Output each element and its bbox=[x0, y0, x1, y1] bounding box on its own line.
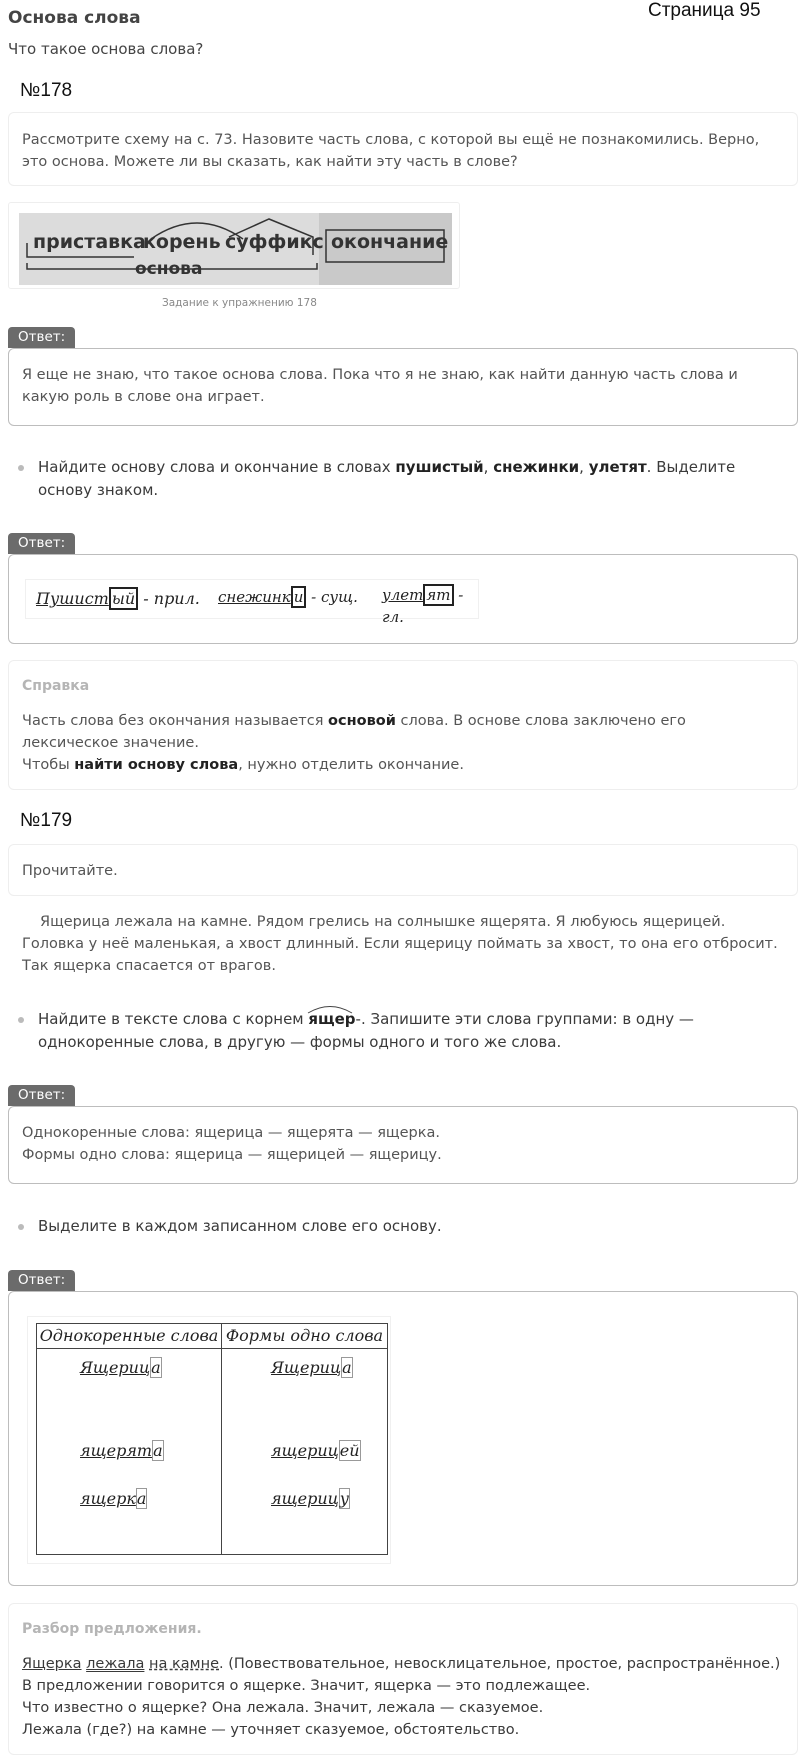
root-text: ящер bbox=[308, 1010, 356, 1028]
part-of-speech-note: - прил. bbox=[143, 589, 200, 608]
word-snezhinki: снежинки bbox=[493, 458, 580, 476]
table-word bbox=[80, 1488, 220, 1510]
word-ending: а bbox=[153, 1441, 163, 1461]
table-word bbox=[80, 1357, 220, 1379]
analysis-title: Разбор предложения. bbox=[22, 1621, 202, 1637]
bullet-text-end: . Выделите основу знаком. bbox=[38, 458, 736, 499]
scheme-stem-label: основа bbox=[135, 259, 203, 279]
root-arc bbox=[306, 1004, 354, 1014]
answer-card-179-2 bbox=[8, 1291, 798, 1586]
bullet-dot bbox=[18, 465, 24, 471]
analysis-card bbox=[8, 1603, 798, 1755]
word-stem: ящериц bbox=[271, 1441, 339, 1461]
answer-table bbox=[36, 1323, 388, 1555]
handwriting-image bbox=[25, 579, 479, 626]
answer-label: Ответ: bbox=[8, 1270, 75, 1291]
bullet-text: Найдите основу слова и окончание в словах bbox=[38, 458, 396, 476]
word-stem: Пушист bbox=[36, 589, 109, 608]
table-word bbox=[271, 1440, 386, 1462]
handwritten-word bbox=[36, 588, 200, 610]
answer-label: Ответ: bbox=[8, 1085, 75, 1106]
word-ending: ят bbox=[423, 584, 453, 606]
task-bullet-179-2 bbox=[8, 1215, 788, 1238]
word-pushistyy: пушистый bbox=[395, 458, 484, 476]
table-cell bbox=[37, 1480, 222, 1555]
table-image bbox=[27, 1316, 391, 1564]
table-cell bbox=[37, 1423, 222, 1480]
word-ending: у bbox=[339, 1488, 350, 1508]
word-ending: ый bbox=[109, 587, 138, 610]
word-stem: улет bbox=[382, 586, 424, 604]
reference-text: , нужно отделить окончание. bbox=[238, 757, 464, 773]
table-word bbox=[80, 1440, 220, 1462]
answer-card-179-1 bbox=[8, 1106, 798, 1184]
word-stem: ящерят bbox=[80, 1441, 153, 1461]
part-of-speech-note: - сущ. bbox=[311, 588, 358, 606]
answer-card-178-1 bbox=[8, 348, 798, 426]
figure-caption: Задание к упражнению 178 bbox=[162, 297, 317, 309]
table-cell bbox=[222, 1423, 388, 1480]
table-word bbox=[271, 1357, 386, 1379]
answer-line-2: Формы одно слова: ящерица — ящерицей — ящерицу. bbox=[22, 1147, 442, 1163]
predicate: лежала bbox=[86, 1656, 145, 1672]
reference-line-2 bbox=[22, 754, 784, 776]
answer-label: Ответ: bbox=[8, 533, 75, 554]
answer-card-178-2 bbox=[8, 554, 798, 644]
adverbial: на камне bbox=[149, 1656, 219, 1672]
part-of-speech-note: - гл. bbox=[382, 586, 464, 626]
analysis-line-2: В предложении говорится о ящерке. Значит, ящерка — это подлежащее. bbox=[22, 1678, 591, 1694]
reference-line-1 bbox=[22, 710, 784, 754]
bullet-text-end: -. Запишите эти слова группами: в одну — однокоренные слова, в другую — формы одного и того же слова. bbox=[38, 1010, 694, 1051]
separator: , bbox=[579, 458, 589, 476]
word-stem: ящерк bbox=[80, 1488, 136, 1508]
bullet-text: Выделите в каждом записанном слове его основу. bbox=[38, 1217, 442, 1235]
subject: Ящерка bbox=[22, 1656, 82, 1672]
task-bullet-179-1 bbox=[8, 1008, 788, 1054]
word-stem: Ящериц bbox=[271, 1358, 342, 1377]
reading-text: Ящерица лежала на камне. Рядом грелись на солнышке ящерята. Я любуюсь ящерицей. Головка у неё маленькая, а хвост длинный. Если ящерицу поймать за хвост, то она его отбросит. Так ящерка спасается от врагов. bbox=[22, 914, 778, 974]
reference-text: слова. В основе слова заключено его лексическое значение. bbox=[22, 713, 686, 751]
reference-bold: основой bbox=[328, 713, 396, 729]
analysis-sentence bbox=[22, 1653, 784, 1675]
word-ending: и bbox=[291, 586, 307, 608]
scheme-prefix-label: приставка bbox=[33, 231, 146, 253]
page-title: Основа слова bbox=[8, 8, 141, 28]
exercise-number-178: №178 bbox=[20, 80, 73, 101]
reference-card bbox=[8, 660, 798, 790]
table-cell bbox=[222, 1349, 388, 1424]
page-number: Страница 95 bbox=[648, 0, 761, 21]
task-text-178: Рассмотрите схему на с. 73. Назовите часть слова, с которой вы ещё не познакомились. Верно, это основа. Можете ли вы сказать, как найти эту часть в слове? bbox=[22, 132, 760, 170]
task-bullet-178 bbox=[8, 456, 788, 502]
word-stem: Ящериц bbox=[80, 1358, 151, 1377]
exercise-number-179: №179 bbox=[20, 810, 73, 831]
answer-text: Я еще не знаю, что такое основа слова. Пока что я не знаю, как найти данную часть слова и какую роль в слове она играет. bbox=[22, 367, 738, 405]
separator: , bbox=[483, 458, 494, 476]
word-ending: а bbox=[342, 1358, 352, 1377]
task-text-179: Прочитайте. bbox=[22, 863, 118, 879]
scheme-ending-label: окончание bbox=[331, 231, 449, 253]
word-stem: ящериц bbox=[271, 1488, 339, 1508]
word-ending: а bbox=[136, 1488, 147, 1508]
scheme-root-label: корень bbox=[143, 231, 221, 253]
handwritten-word bbox=[382, 584, 478, 628]
table-cell bbox=[37, 1349, 222, 1424]
root-marked bbox=[308, 1010, 355, 1028]
bullet-text: Найдите в тексте слова с корнем bbox=[38, 1010, 309, 1028]
answer-label: Ответ: bbox=[8, 327, 75, 348]
analysis-line-4: Лежала (где?) на камне — уточняет сказуемое, обстоятельство. bbox=[22, 1722, 520, 1738]
sentence-description: . (Повествовательное, невосклицательное, простое, распространённое.) bbox=[219, 1656, 781, 1672]
handwritten-word bbox=[218, 586, 358, 608]
word-uletyat: улетят bbox=[588, 458, 647, 476]
bullet-dot bbox=[18, 1017, 24, 1023]
answer-line-1: Однокоренные слова: ящерица — ящерята — ящерка. bbox=[22, 1125, 440, 1141]
word-stem: снежинк bbox=[218, 588, 291, 606]
reference-text: Чтобы bbox=[22, 757, 75, 773]
reference-bold: найти основу слова bbox=[74, 757, 239, 773]
table-word bbox=[271, 1488, 386, 1510]
table-header-col2: Формы одно слова bbox=[222, 1324, 388, 1349]
word-scheme-figure bbox=[8, 202, 460, 289]
page-subtitle: Что такое основа слова? bbox=[8, 40, 204, 58]
bullet-dot bbox=[18, 1224, 24, 1230]
reference-title: Справка bbox=[22, 678, 90, 694]
task-card-179 bbox=[8, 844, 798, 896]
task-card-178 bbox=[8, 112, 798, 186]
scheme-suffix-label: суффикс bbox=[225, 231, 324, 253]
table-header-col1: Однокоренные слова bbox=[37, 1324, 222, 1349]
table-cell bbox=[222, 1480, 388, 1555]
word-ending: а bbox=[151, 1358, 161, 1377]
reference-text: Часть слова без окончания называется bbox=[22, 713, 329, 729]
word-ending: ей bbox=[339, 1441, 360, 1461]
analysis-line-3: Что известно о ящерке? Она лежала. Значит, лежала — сказуемое. bbox=[22, 1700, 544, 1716]
